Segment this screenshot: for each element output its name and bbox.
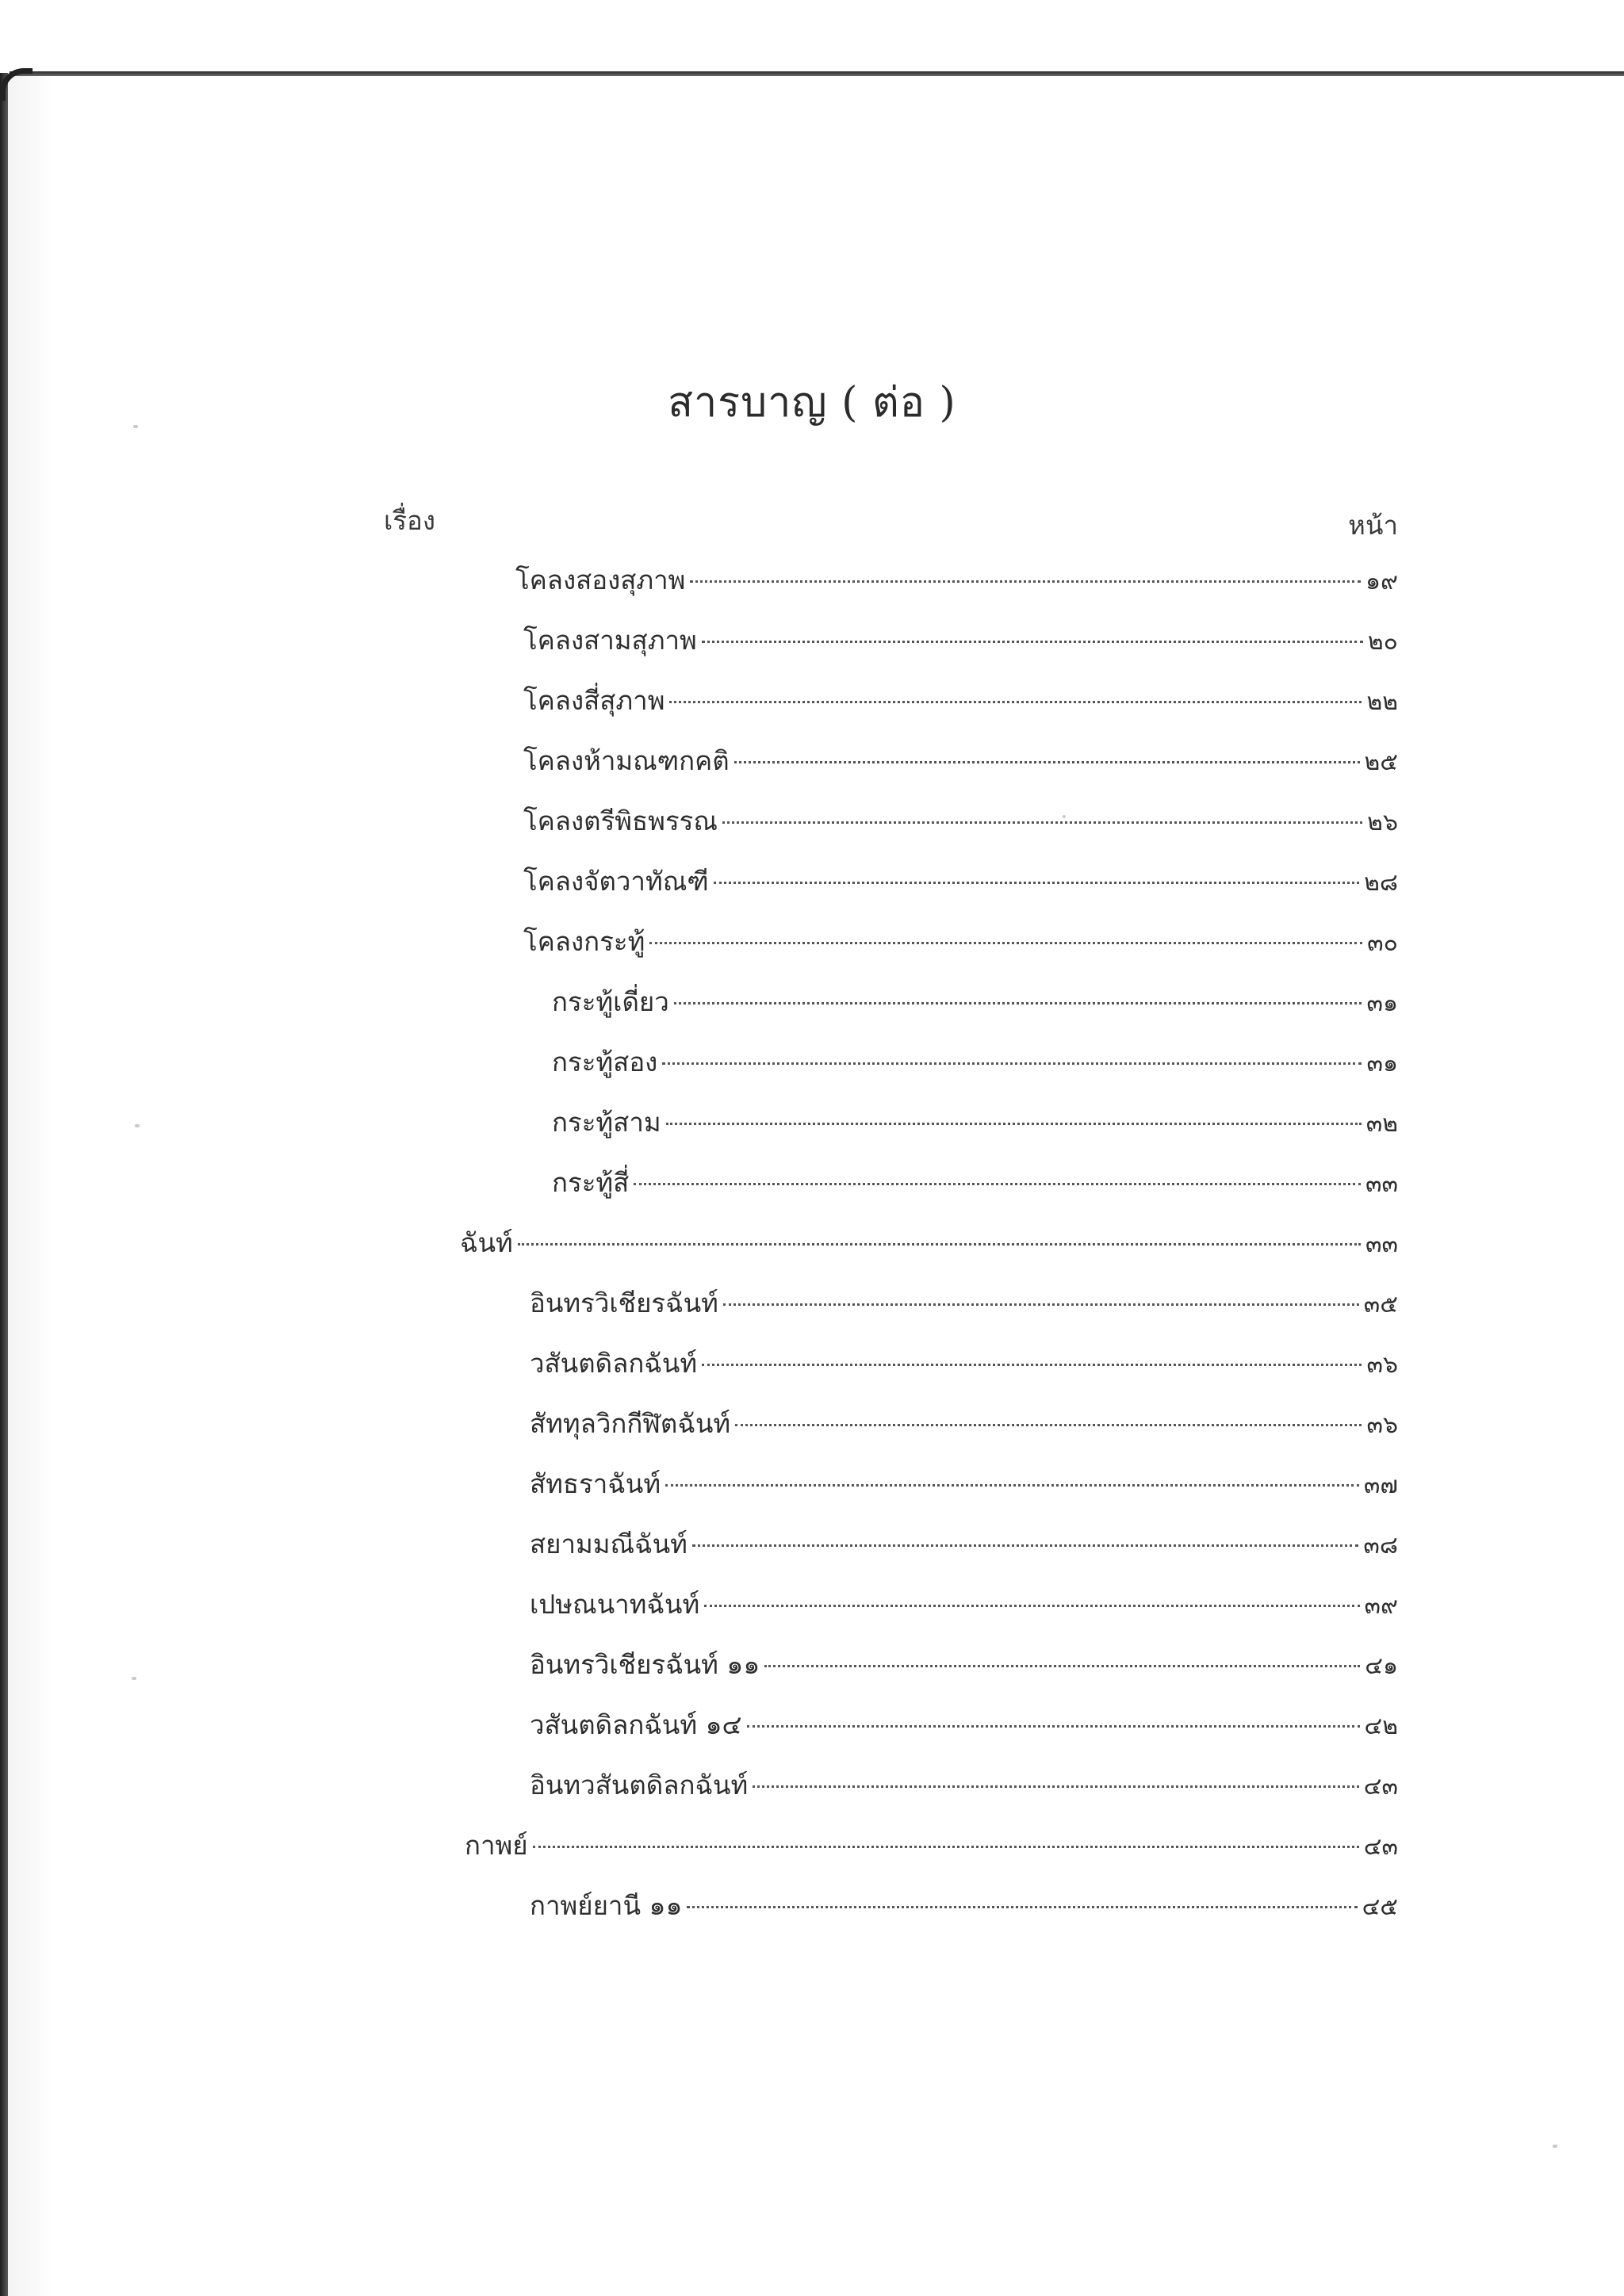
toc-entry-page: ๓๓ — [1365, 1170, 1398, 1198]
toc-entry — [552, 981, 1398, 1025]
scan-speck — [1553, 2145, 1557, 2148]
toc-entry-page: ๔๓ — [1363, 1833, 1398, 1861]
toc-entry-page: ๒๐ — [1367, 628, 1398, 656]
toc-entry-page: ๓๑ — [1366, 1050, 1398, 1077]
dot-leader — [518, 1243, 1361, 1246]
toc-entry-page: ๔๑ — [1365, 1652, 1398, 1680]
dot-leader — [687, 1906, 1357, 1908]
toc-entry-page: ๓๖ — [1366, 1351, 1398, 1379]
toc-entry-title: สยามมณีฉันท์ — [530, 1529, 688, 1559]
dot-leader — [692, 1544, 1358, 1547]
toc-entry-page: ๔๒ — [1364, 1712, 1398, 1740]
toc-entry-title: กาพย์ยานี ๑๑ — [530, 1890, 683, 1921]
dot-leader — [735, 1424, 1362, 1426]
dot-leader — [722, 821, 1362, 824]
toc-entry-title: สัททุลวิกกีฬิตฉันท์ — [530, 1408, 731, 1439]
toc-entry — [530, 1463, 1398, 1507]
toc-entry — [552, 1101, 1398, 1146]
dot-leader — [666, 1123, 1362, 1125]
toc-entry-page: ๒๒ — [1366, 688, 1398, 716]
toc-entry-title: กระทู้สอง — [552, 1047, 658, 1077]
toc-entry — [465, 1824, 1398, 1869]
dot-leader — [665, 1484, 1359, 1487]
toc-entry — [552, 1161, 1398, 1206]
toc-entry-title: กาพย์ — [465, 1830, 528, 1861]
toc-entry-title: สัทธราฉันท์ — [530, 1468, 661, 1499]
dot-leader — [764, 1665, 1360, 1667]
toc-entry — [523, 860, 1398, 905]
scan-edge-top — [10, 71, 1624, 76]
toc-entry — [530, 1282, 1398, 1326]
dot-leader — [753, 1785, 1359, 1788]
toc-entry-title: โคลงตรีพิธพรรณ — [523, 806, 718, 836]
toc-entry — [530, 1644, 1398, 1688]
toc-entry-title: โคลงจัตวาทัณฑี — [523, 866, 709, 897]
toc-entry-page: ๔๓ — [1363, 1773, 1398, 1800]
dot-leader — [674, 1002, 1362, 1004]
toc-entry — [530, 1764, 1398, 1808]
toc-entry-page: ๒๘ — [1364, 869, 1398, 897]
dot-leader — [690, 580, 1361, 583]
toc-entry-page: ๓๗ — [1363, 1471, 1398, 1499]
dot-leader — [634, 1183, 1361, 1185]
toc-entry-page: ๓๓ — [1365, 1230, 1398, 1258]
scan-margin — [0, 0, 1624, 73]
toc-entry — [523, 920, 1398, 965]
dot-leader — [669, 701, 1362, 703]
toc-entry-page: ๒๕ — [1364, 748, 1398, 776]
toc-entry-title: ฉันท์ — [460, 1227, 513, 1258]
toc-entry-title: โคลงห้ามณฑกคติ — [523, 745, 730, 776]
toc-entry — [515, 559, 1398, 603]
toc-entry-page: ๓๑ — [1366, 989, 1398, 1017]
toc-entry-title: กระทู้สาม — [552, 1107, 661, 1138]
toc-entry-page: ๓๘ — [1363, 1532, 1398, 1559]
dot-leader — [649, 942, 1362, 944]
toc-entry — [530, 1583, 1398, 1628]
dot-leader — [702, 1364, 1362, 1366]
toc-entry — [523, 619, 1398, 664]
toc-entry-page: ๓๐ — [1367, 929, 1398, 957]
toc-entry — [530, 1523, 1398, 1567]
dot-leader — [723, 1303, 1359, 1306]
toc-entry-page: ๔๕ — [1362, 1893, 1398, 1921]
toc-entry-title: อินทวสันตดิลกฉันท์ — [530, 1770, 749, 1800]
toc-entry — [460, 1222, 1398, 1266]
toc-entry-title: อินทรวิเชียรฉันท์ ๑๑ — [530, 1649, 760, 1680]
column-header-topic: เรื่อง — [384, 505, 435, 536]
toc-entry-title: อินทรวิเชียรฉันท์ — [530, 1288, 718, 1318]
dot-leader — [704, 1605, 1359, 1607]
toc-entry-title: โคลงสี่สุภาพ — [523, 685, 665, 716]
toc-entry-title: กระทู้เดี่ยว — [552, 986, 669, 1017]
dot-leader — [533, 1846, 1359, 1848]
dot-leader — [662, 1062, 1362, 1065]
toc-entry — [523, 679, 1398, 724]
toc-entry-title: โคลงสองสุภาพ — [515, 564, 686, 595]
page-title: สารบาญ ( ต่อ ) — [668, 379, 956, 427]
toc-entry-page: ๑๙ — [1365, 568, 1398, 595]
toc-entry-title: โคลงกระทู้ — [523, 926, 645, 957]
toc-entry — [523, 800, 1398, 844]
dot-leader — [747, 1725, 1360, 1728]
toc-entry — [530, 1704, 1398, 1748]
toc-entry-title: โคลงสามสุภาพ — [523, 625, 697, 656]
toc-entry-page: ๓๕ — [1363, 1291, 1398, 1318]
toc-entry-page: ๓๖ — [1366, 1411, 1398, 1439]
toc-entry — [530, 1885, 1398, 1929]
scan-speck — [135, 1124, 140, 1127]
dot-leader — [714, 882, 1359, 884]
toc-entry-page: ๓๒ — [1365, 1110, 1398, 1138]
column-header-page: หน้า — [1348, 510, 1398, 541]
toc-entry-title: วสันตดิลกฉันท์ — [530, 1348, 698, 1379]
scan-speck — [132, 1677, 136, 1680]
toc-entry-title: วสันตดิลกฉันท์ ๑๔ — [530, 1709, 742, 1740]
toc-entry-page: ๓๙ — [1364, 1592, 1398, 1620]
toc-entry-title: เปษณนาทฉันท์ — [530, 1589, 700, 1620]
dot-leader — [734, 761, 1360, 763]
toc-entry — [523, 740, 1398, 784]
dot-leader — [702, 641, 1363, 643]
toc-entry-page: ๒๖ — [1367, 809, 1398, 836]
toc-entry — [552, 1041, 1398, 1085]
toc-entry — [530, 1342, 1398, 1387]
toc-entry — [530, 1402, 1398, 1447]
toc-entry-title: กระทู้สี่ — [552, 1167, 630, 1198]
